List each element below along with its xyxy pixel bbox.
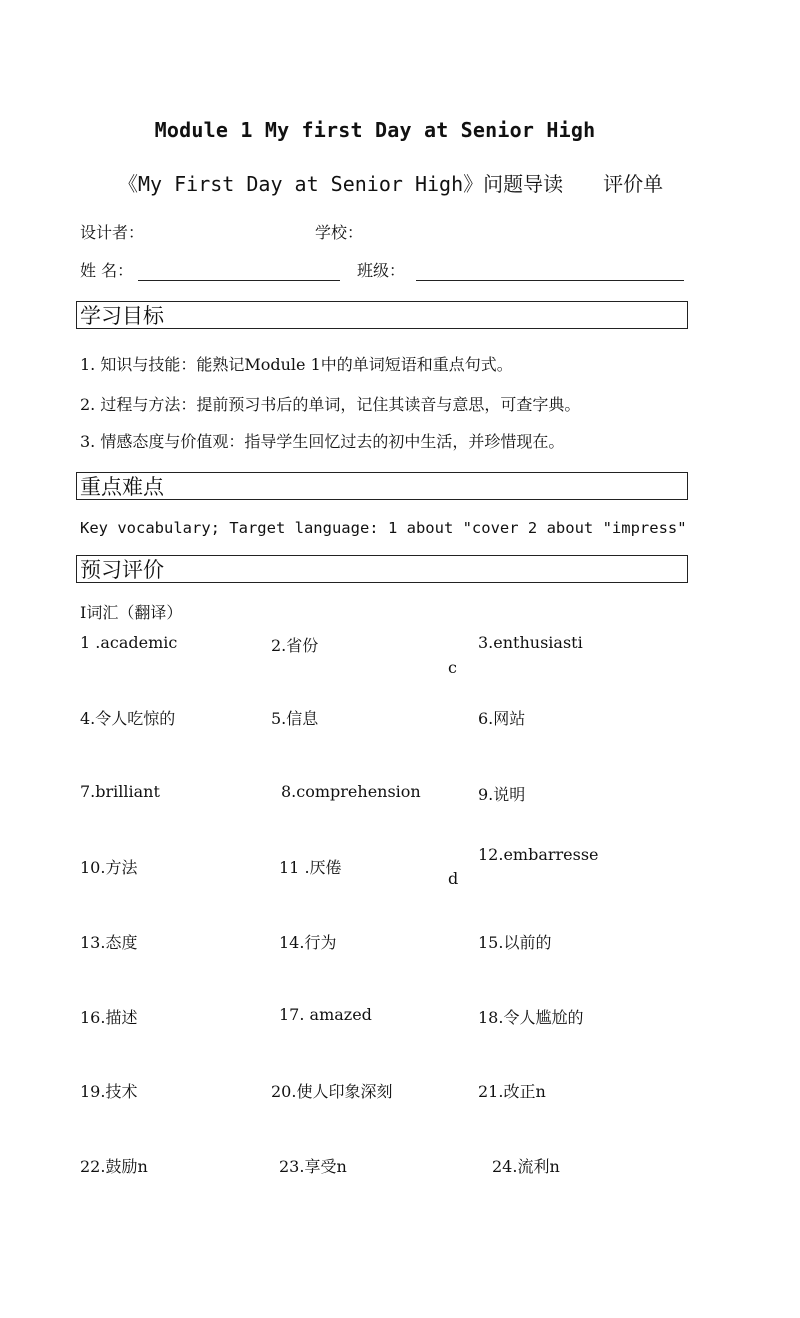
page-subtitle: 《My First Day at Senior High》问题导读 评价单 — [118, 172, 664, 196]
vocab-item-18: 18.令人尴尬的 — [478, 1008, 584, 1027]
name-blank[interactable] — [138, 264, 340, 281]
vocab-item-20: 20.使人印象深刻 — [271, 1082, 393, 1101]
page-title: Module 1 My first Day at Senior High — [154, 118, 596, 142]
vocab-item-21: 21.改正n — [478, 1082, 546, 1101]
objective-1: 1. 知识与技能：能熟记Module 1中的单词短语和重点句式。 — [80, 355, 513, 374]
vocab-item-10: 10.方法 — [80, 858, 138, 877]
vocab-item-3-wrap: c — [448, 658, 457, 677]
vocab-item-9: 9.说明 — [478, 785, 526, 804]
name-row — [80, 258, 340, 281]
section-objectives: 学习目标 — [76, 301, 688, 329]
section-preview: 预习评价 — [76, 555, 688, 583]
vocab-item-14: 14.行为 — [279, 933, 337, 952]
school-label: 学校： — [315, 223, 364, 242]
vocab-item-7: 7.brilliant — [80, 782, 160, 801]
objective-3: 3. 情感态度与价值观：指导学生回忆过去的初中生活，并珍惜现在。 — [80, 432, 565, 451]
objective-2: 2. 过程与方法：提前预习书后的单词，记住其读音与意思，可查字典。 — [80, 395, 581, 414]
vocab-item-19: 19.技术 — [80, 1082, 138, 1101]
vocab-item-2: 2.省份 — [271, 636, 319, 655]
vocab-item-17: 17. amazed — [279, 1005, 372, 1024]
section-key-points: 重点难点 — [76, 472, 688, 500]
vocab-heading: I词汇（翻译） — [80, 603, 183, 622]
vocab-item-4: 4.令人吃惊的 — [80, 709, 176, 728]
designer-label: 设计者： — [80, 223, 145, 242]
class-blank[interactable] — [416, 264, 684, 281]
class-row — [357, 258, 684, 281]
vocab-item-24: 24.流利n — [492, 1157, 560, 1176]
name-label: 姓 名： — [80, 261, 134, 280]
vocab-item-1: 1 .academic — [80, 633, 178, 652]
vocab-item-12-wrap: d — [448, 869, 459, 888]
vocab-item-13: 13.态度 — [80, 933, 138, 952]
vocab-item-23: 23.享受n — [279, 1157, 347, 1176]
vocab-item-8: 8.comprehension — [281, 782, 421, 801]
vocab-item-12: 12.embarresse — [478, 845, 599, 864]
vocab-item-5: 5.信息 — [271, 709, 319, 728]
vocab-item-3: 3.enthusiasti — [478, 633, 583, 652]
class-label: 班级： — [357, 261, 406, 280]
vocab-item-6: 6.网站 — [478, 709, 526, 728]
key-points-text: Key vocabulary; Target language: 1 about "cover 2 about "impress" — [80, 519, 687, 537]
vocab-item-16: 16.描述 — [80, 1008, 138, 1027]
vocab-item-15: 15.以前的 — [478, 933, 552, 952]
vocab-item-22: 22.鼓励n — [80, 1157, 148, 1176]
vocab-item-11: 11 .厌倦 — [279, 858, 342, 877]
